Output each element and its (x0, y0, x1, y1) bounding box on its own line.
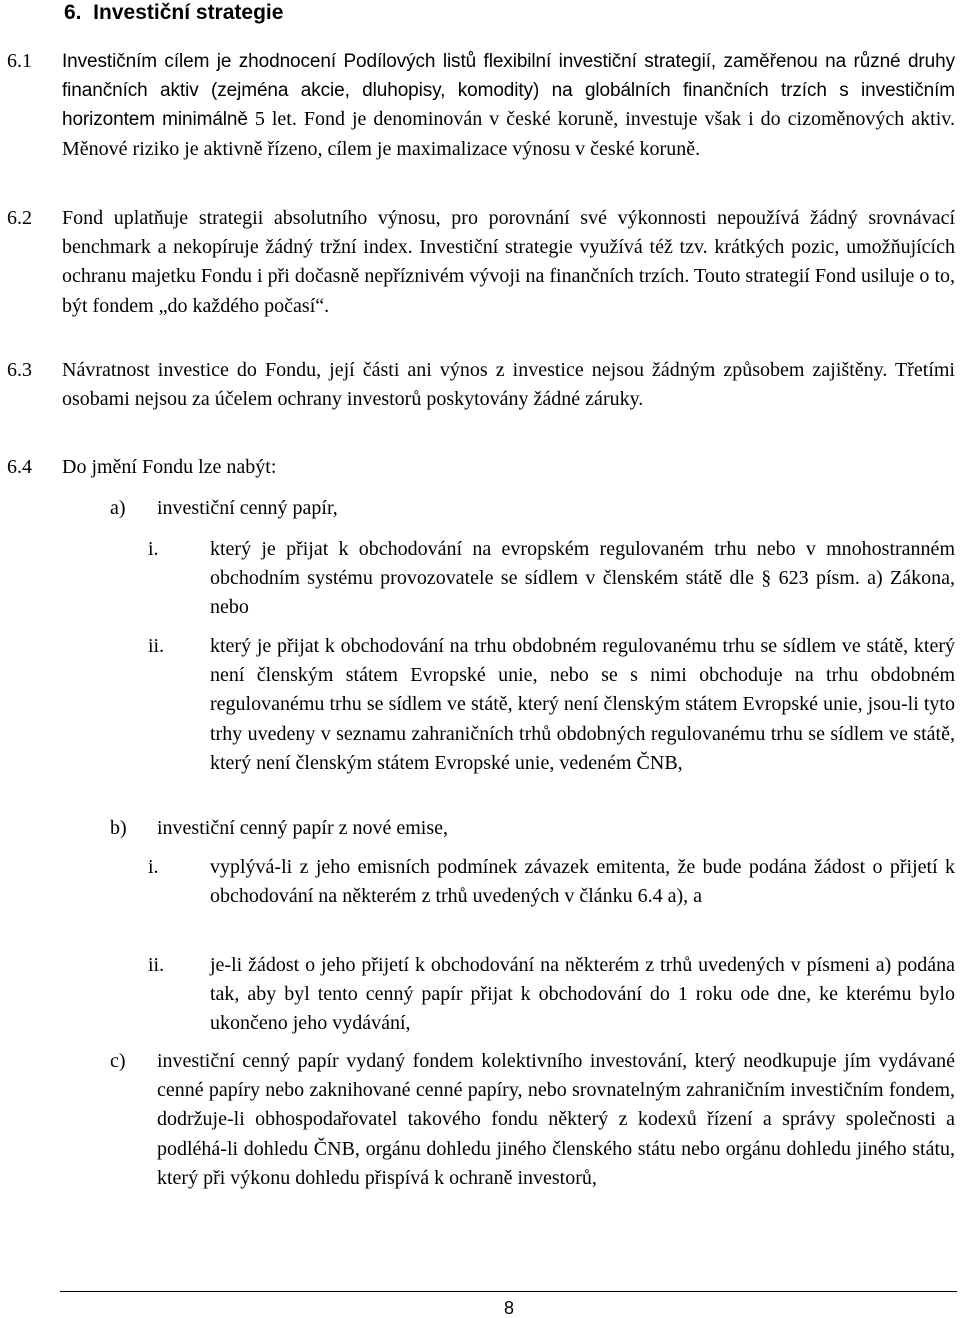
sub-item-a-i (0, 535, 960, 625)
sub-list-marker: ii. (148, 954, 165, 976)
sub-list-marker: i. (148, 856, 159, 878)
list-item-text: investiční cenný papír vydaný fondem kolektivního investování, který neodkupuje jím vydávané cenné papíry nebo zaknihované cenné papíry, nebo srovnatelným zahraničním investičním fondem, dodržuje-li obhospodařovatel takového fondu některý z kodexů řízení a správy společnosti a podléhá-li dohledu ČNB, orgánu dohledu jiného členského státu nebo orgánu dohledu jiného státu, který při výkonu dohledu přispívá k ochraně investorů, (157, 1050, 955, 1189)
paragraph-number: 6.2 (7, 207, 32, 229)
paragraph-number: 6.3 (7, 359, 32, 381)
paragraph-text: Fond uplatňuje strategii absolutního výnosu, pro porovnání své výkonnosti nepoužívá žádný srovnávací benchmark a nekopíruje žádný tržní index. Investiční strategie využívá též tzv. krátkých pozic, umožňujících ochranu majetku Fondu i při dočasně nepříznivém vývoji na finančních trzích. Touto strategií Fond usiluje o to, být fondem „do každého počasí“. (62, 207, 955, 317)
sub-item-text: který je přijat k obchodování na evropském regulovaném trhu nebo v mnohostranném obchodním systému provozovatele se sídlem v členském státě dle § 623 písm. a) Zákona, nebo (210, 538, 955, 619)
list-item-text: investiční cenný papír z nové emise, (157, 817, 449, 839)
footer-divider (60, 1291, 957, 1292)
paragraph-text-sans: Investičním cílem je zhodnocení Podílových listů flexibilní investiční strategií, zaměřenou na různé druhy finančních aktiv (zejména akcie, dluhopisy, komodity) na globálních finančních trzích s investičním horizontem minimálně (62, 51, 955, 131)
page-number: 8 (503, 1298, 514, 1318)
paragraph-text: Do jmění Fondu lze nabýt: (62, 456, 277, 478)
list-item-a (0, 494, 960, 524)
list-marker: c) (110, 1050, 126, 1072)
paragraph-text-serif: 5 let. Fond je denominován v české koruně, investuje však i do cizoměnových aktiv. Měnové riziko je aktivně řízeno, cílem je maximalizace výnosu v české koruně. (62, 108, 955, 160)
paragraph-number: 6.1 (7, 50, 32, 72)
list-marker: b) (110, 817, 127, 839)
sub-item-text: je-li žádost o jeho přijetí k obchodování na některém z trhů uvedených v písmeni a) podána tak, aby byl tento cenný papír přijat k obchodování do 1 roku ode dne, ke kterému bylo ukončeno jeho vydávání, (210, 954, 955, 1035)
list-item-c (0, 1047, 960, 1227)
sub-item-text: vyplývá-li z jeho emisních podmínek závazek emitenta, že bude podána žádost o přijetí k obchodování na některém z trhů uvedených v článku 6.4 a), a (210, 856, 955, 908)
sub-list-marker: ii. (148, 635, 165, 657)
paragraph-text: Návratnost investice do Fondu, její části ani výnos z investice nejsou žádným způsobem zajištěny. Třetími osobami nejsou za účelem ochrany investorů poskytovány žádné záruky. (62, 359, 955, 411)
section-heading: 6. Investiční strategie (64, 1, 284, 24)
sub-item-b-i (0, 853, 960, 943)
sub-list-marker: i. (148, 538, 159, 560)
paragraph-text (62, 47, 955, 164)
sub-item-b-ii (0, 951, 960, 1041)
list-marker: a) (110, 497, 126, 519)
list-item-text: investiční cenný papír, (157, 497, 338, 519)
sub-item-text: který je přijat k obchodování na trhu obdobném regulovanému trhu se sídlem ve státě, který není členským státem Evropské unie, nebo se s nimi obchoduje na trhu obdobném regulovanému trhu se sídlem ve státě, který není členským státem Evropské unie, jsou-li tyto trhy uvedeny v seznamu zahraničních trhů obdobných regulovanému trhu se sídlem ve státě, který není členským státem Evropské unie, vedeném ČNB, (210, 635, 955, 774)
list-item-b (0, 814, 960, 844)
paragraph-number: 6.4 (7, 456, 32, 478)
sub-item-a-ii (0, 632, 960, 812)
